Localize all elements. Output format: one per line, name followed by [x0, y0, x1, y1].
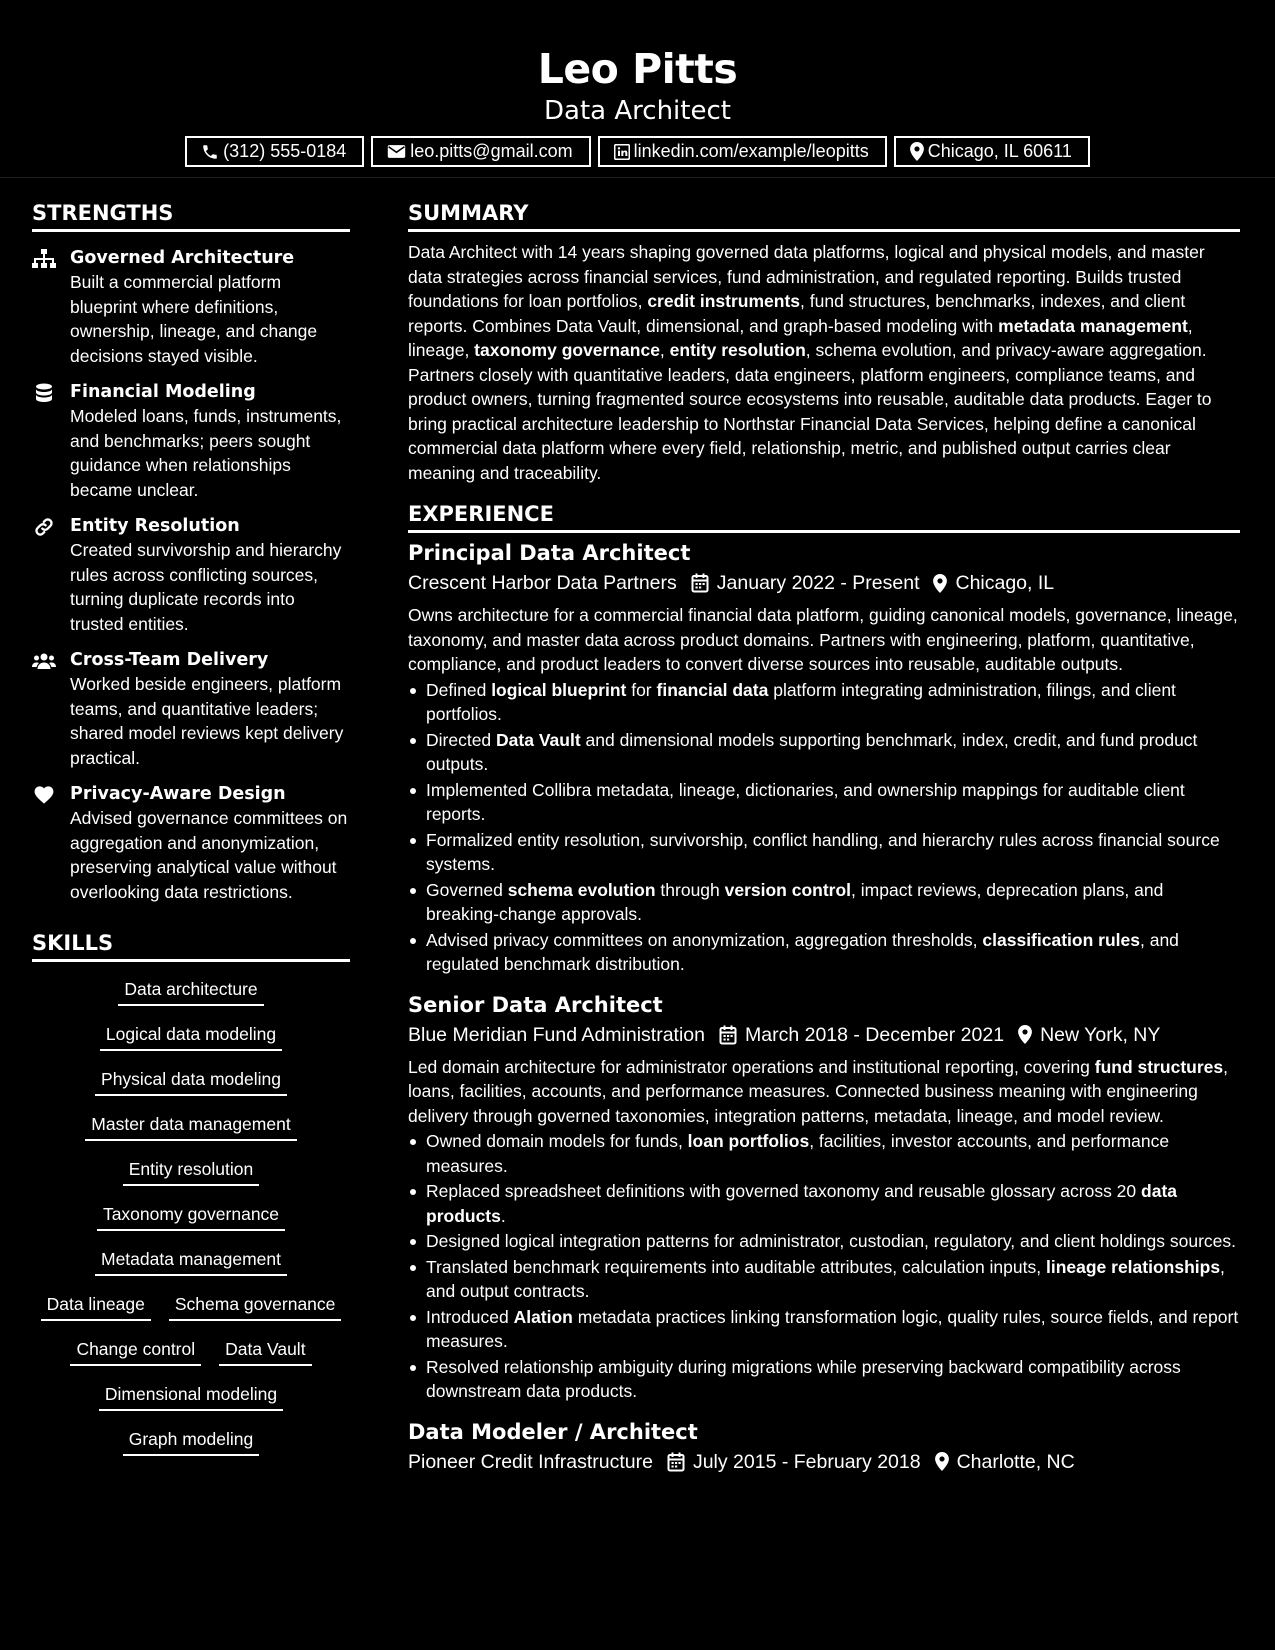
job-bullet	[408, 1129, 1240, 1178]
strength-title: Governed Architecture	[70, 248, 295, 268]
job-bullets	[408, 678, 1240, 977]
job-meta	[408, 1021, 1240, 1049]
text-run: Owned domain models for funds,	[426, 1131, 688, 1151]
strength-title: Financial Modeling	[70, 382, 256, 402]
text-run: Owns architecture for a commercial financial data platform, guiding canonical models, governance, lineage, taxonomy, and master data across product domains. Partners with engineering, platform, quantitative, compliance, and product leaders to convert diverse sources into reusable, auditable outputs.	[408, 605, 1238, 674]
job-dates: March 2018 - December 2021	[745, 1023, 1005, 1046]
text-run: ,	[659, 340, 670, 360]
strength-item	[32, 514, 350, 636]
skill-row	[40, 1021, 342, 1066]
contact-text: Chicago, IL 60611	[927, 141, 1072, 161]
contact-text: leo.pitts@gmail.com	[410, 141, 573, 161]
job-title: Data Modeler / Architect	[408, 1419, 698, 1444]
emphasis-text: loan portfolios	[687, 1131, 810, 1151]
text-run: .	[500, 1205, 506, 1226]
text-run: , loans, facilities, accounts, and performance measures. Connected business meaning with engineering delivery through governed taxonomies, integration patterns, metadata, lineage, and model review.	[408, 1056, 1228, 1126]
emphasis-text: credit instruments	[647, 291, 801, 311]
job-company: Pioneer Credit Infrastructure	[408, 1450, 653, 1473]
text-run: and dimensional models supporting benchmark, index, credit, and fund product outputs.	[426, 729, 1198, 774]
job-bullet	[408, 1305, 1240, 1354]
emphasis-text: entity resolution	[669, 340, 806, 360]
text-run: through	[655, 879, 725, 900]
text-run: Implemented Collibra metadata, lineage, dictionaries, and ownership mappings for auditable client reports.	[426, 779, 1185, 824]
skill-row	[40, 1156, 342, 1201]
text-run: Data Architect with 14 years shaping governed data platforms, logical and physical models, and master data strategies across financial services, fund administration, and regulated reporting. Builds trusted foundations for loan portfolios,	[408, 242, 1205, 311]
text-run: , schema evolution, and privacy-aware aggregation. Partners closely with quantitative leaders, data engineers, platform engineers, compliance teams, and product owners, turning fragmented source ecosystems into reusable, auditable data products. Eager to bring practical architecture leadership to Northstar Financial Data Services, helping define a canonical commercial data platform where every field, relationship, metric, and published output carries clear meaning and traceability.	[408, 340, 1212, 483]
emphasis-text: taxonomy governance	[474, 340, 660, 360]
skill-row	[40, 976, 342, 1021]
heart-icon	[32, 785, 56, 805]
map-pin-icon	[1018, 1025, 1032, 1044]
contact-item[interactable]	[185, 136, 364, 167]
job-bullets	[408, 1129, 1240, 1404]
skill-tag: Data Vault	[219, 1336, 311, 1366]
calendar-icon	[719, 1025, 737, 1045]
strength-item	[32, 380, 350, 502]
skill-row	[40, 1066, 342, 1111]
users-icon	[32, 651, 56, 671]
emphasis-text: lineage relationships	[1045, 1256, 1221, 1277]
skill-row	[40, 1381, 342, 1426]
contact-bar	[0, 136, 1275, 167]
strength-description: Advised governance committees on aggregation and anonymization, preserving analytical value without overlooking data restrictions.	[70, 808, 348, 902]
contact-item[interactable]	[371, 136, 590, 167]
sitemap-icon	[32, 249, 56, 269]
strengths-heading: STRENGTHS	[32, 198, 350, 232]
job-bullet	[408, 678, 1240, 727]
job-description	[408, 1055, 1240, 1129]
job-meta	[408, 569, 1240, 597]
skill-tag: Data lineage	[41, 1291, 151, 1321]
job-company: Crescent Harbor Data Partners	[408, 572, 677, 594]
job-dates: July 2015 - February 2018	[692, 1450, 921, 1473]
skill-tag: Data architecture	[118, 976, 263, 1006]
skill-tag: Entity resolution	[123, 1156, 260, 1186]
job-bullet	[408, 1179, 1240, 1228]
job-description	[408, 603, 1240, 677]
skill-row	[40, 1426, 342, 1471]
linkedin-icon	[614, 144, 630, 160]
skill-tag: Dimensional modeling	[99, 1381, 283, 1411]
contact-text: linkedin.com/example/leopitts	[633, 141, 869, 161]
job-location: Chicago, IL	[955, 572, 1055, 594]
job-location: Charlotte, NC	[956, 1450, 1075, 1473]
envelope-icon	[387, 144, 406, 159]
phone-icon	[201, 143, 219, 161]
job-bullet	[408, 1255, 1240, 1304]
text-run: Led domain architecture for administrator operations and institutional reporting, covering	[408, 1056, 1095, 1077]
link-icon	[32, 517, 56, 537]
emphasis-text: financial data	[656, 679, 769, 700]
text-run: Introduced	[426, 1306, 514, 1327]
skill-tag: Taxonomy governance	[97, 1201, 285, 1231]
skill-tag: Change control	[70, 1336, 201, 1366]
experience-heading: EXPERIENCE	[408, 499, 1240, 533]
job-dates: January 2022 - Present	[716, 572, 920, 594]
contact-text: (312) 555-0184	[223, 141, 347, 161]
text-run: Designed logical integration patterns for administrator, custodian, regulatory, and client holdings sources.	[426, 1231, 1236, 1251]
skill-tag: Logical data modeling	[100, 1021, 282, 1051]
job-title: Senior Data Architect	[408, 992, 663, 1017]
candidate-name: Leo Pitts	[537, 45, 738, 93]
text-run: , and regulated benchmark distribution.	[426, 929, 1179, 974]
calendar-icon	[691, 573, 709, 593]
summary-heading: SUMMARY	[408, 198, 1240, 232]
text-run: platform integrating administration, filings, and client portfolios.	[426, 679, 1176, 724]
text-run: Resolved relationship ambiguity during migrations while preserving backward compatibility across downstream data products.	[426, 1356, 1181, 1401]
job-entry	[408, 1418, 1240, 1476]
emphasis-text: Alation	[513, 1306, 573, 1327]
job-meta	[408, 1448, 1240, 1476]
emphasis-text: schema evolution	[507, 879, 656, 900]
text-run: Replaced spreadsheet definitions with governed taxonomy and reusable glossary across 20	[426, 1181, 1142, 1201]
job-location: New York, NY	[1040, 1023, 1161, 1046]
text-run: Defined	[426, 679, 492, 700]
job-bullet	[408, 728, 1240, 777]
strength-title: Privacy-Aware Design	[70, 784, 286, 804]
job-bullet	[408, 928, 1240, 977]
candidate-role: Data Architect	[544, 96, 731, 126]
map-pin-icon	[933, 574, 947, 593]
job-bullet	[408, 778, 1240, 827]
skill-tag: Master data management	[85, 1111, 296, 1141]
left-column	[32, 198, 350, 1471]
contact-item[interactable]	[894, 136, 1090, 167]
job-bullet	[408, 1355, 1240, 1404]
text-run: Translated benchmark requirements into auditable attributes, calculation inputs,	[426, 1256, 1046, 1277]
resume-header	[0, 0, 1275, 178]
strength-description: Modeled loans, funds, instruments, and benchmarks; peers sought guidance when relationships became unclear.	[70, 406, 342, 500]
text-run: metadata practices linking transformation logic, quality rules, source fields, and report measures.	[426, 1306, 1239, 1351]
contact-item[interactable]	[598, 136, 887, 167]
skill-row	[40, 1201, 342, 1246]
skill-row	[40, 1246, 342, 1291]
text-run: for	[626, 679, 657, 700]
text-run: , facilities, investor accounts, and performance measures.	[426, 1131, 1170, 1176]
strength-item	[32, 246, 350, 368]
map-pin-icon	[935, 1452, 949, 1471]
job-title: Principal Data Architect	[408, 541, 691, 565]
text-run: , lineage,	[408, 315, 1193, 360]
database-icon	[32, 383, 56, 403]
text-run: , fund structures, benchmarks, indexes, and client reports. Combines Data Vault, dimensional, and graph-based modeling with	[408, 291, 1186, 336]
skill-tag: Metadata management	[95, 1246, 287, 1276]
skill-row	[40, 1291, 342, 1336]
emphasis-text: fund structures	[1094, 1056, 1224, 1077]
right-column	[408, 198, 1240, 1476]
skills-list	[32, 976, 350, 1471]
text-run: , impact reviews, deprecation plans, and breaking-change approvals.	[426, 879, 1164, 924]
text-run: Governed	[426, 879, 508, 900]
emphasis-text: metadata management	[998, 315, 1188, 336]
skill-row	[40, 1111, 342, 1156]
skill-tag: Physical data modeling	[95, 1066, 287, 1096]
job-bullet	[408, 828, 1240, 877]
job-entry	[408, 539, 1240, 977]
experience-list	[408, 539, 1240, 1476]
text-run: Advised privacy committees on anonymization, aggregation thresholds,	[426, 929, 983, 950]
skill-row	[40, 1336, 342, 1381]
emphasis-text: classification rules	[982, 929, 1140, 950]
job-bullet	[408, 878, 1240, 927]
strengths-list	[32, 246, 350, 904]
text-run: Directed	[426, 729, 497, 750]
strength-description: Worked beside engineers, platform teams, and quantitative leaders; shared model reviews kept delivery practical.	[70, 674, 344, 768]
skills-heading: SKILLS	[32, 928, 350, 962]
text-run: Formalized entity resolution, survivorship, conflict handling, and hierarchy rules across financial source systems.	[426, 829, 1220, 874]
strength-item	[32, 782, 350, 904]
skill-tag: Graph modeling	[123, 1426, 260, 1456]
strength-title: Cross-Team Delivery	[70, 650, 269, 670]
emphasis-text: version control	[724, 879, 852, 900]
strength-description: Created survivorship and hierarchy rules across conflicting sources, turning duplicate records into trusted entities.	[70, 540, 342, 634]
map-pin-icon	[910, 142, 924, 161]
strength-item	[32, 648, 350, 770]
calendar-icon	[667, 1452, 685, 1472]
emphasis-text: logical blueprint	[491, 679, 627, 700]
emphasis-text: Data Vault	[496, 729, 581, 750]
summary-text	[408, 240, 1240, 485]
strength-title: Entity Resolution	[70, 516, 240, 536]
strength-description: Built a commercial platform blueprint where definitions, ownership, lineage, and change decisions stayed visible.	[70, 272, 318, 366]
job-bullet	[408, 1229, 1240, 1254]
job-company: Blue Meridian Fund Administration	[408, 1023, 705, 1046]
emphasis-text: data products	[426, 1181, 1177, 1226]
skill-tag: Schema governance	[169, 1291, 342, 1321]
text-run: , and output contracts.	[426, 1256, 1225, 1301]
job-entry	[408, 991, 1240, 1404]
